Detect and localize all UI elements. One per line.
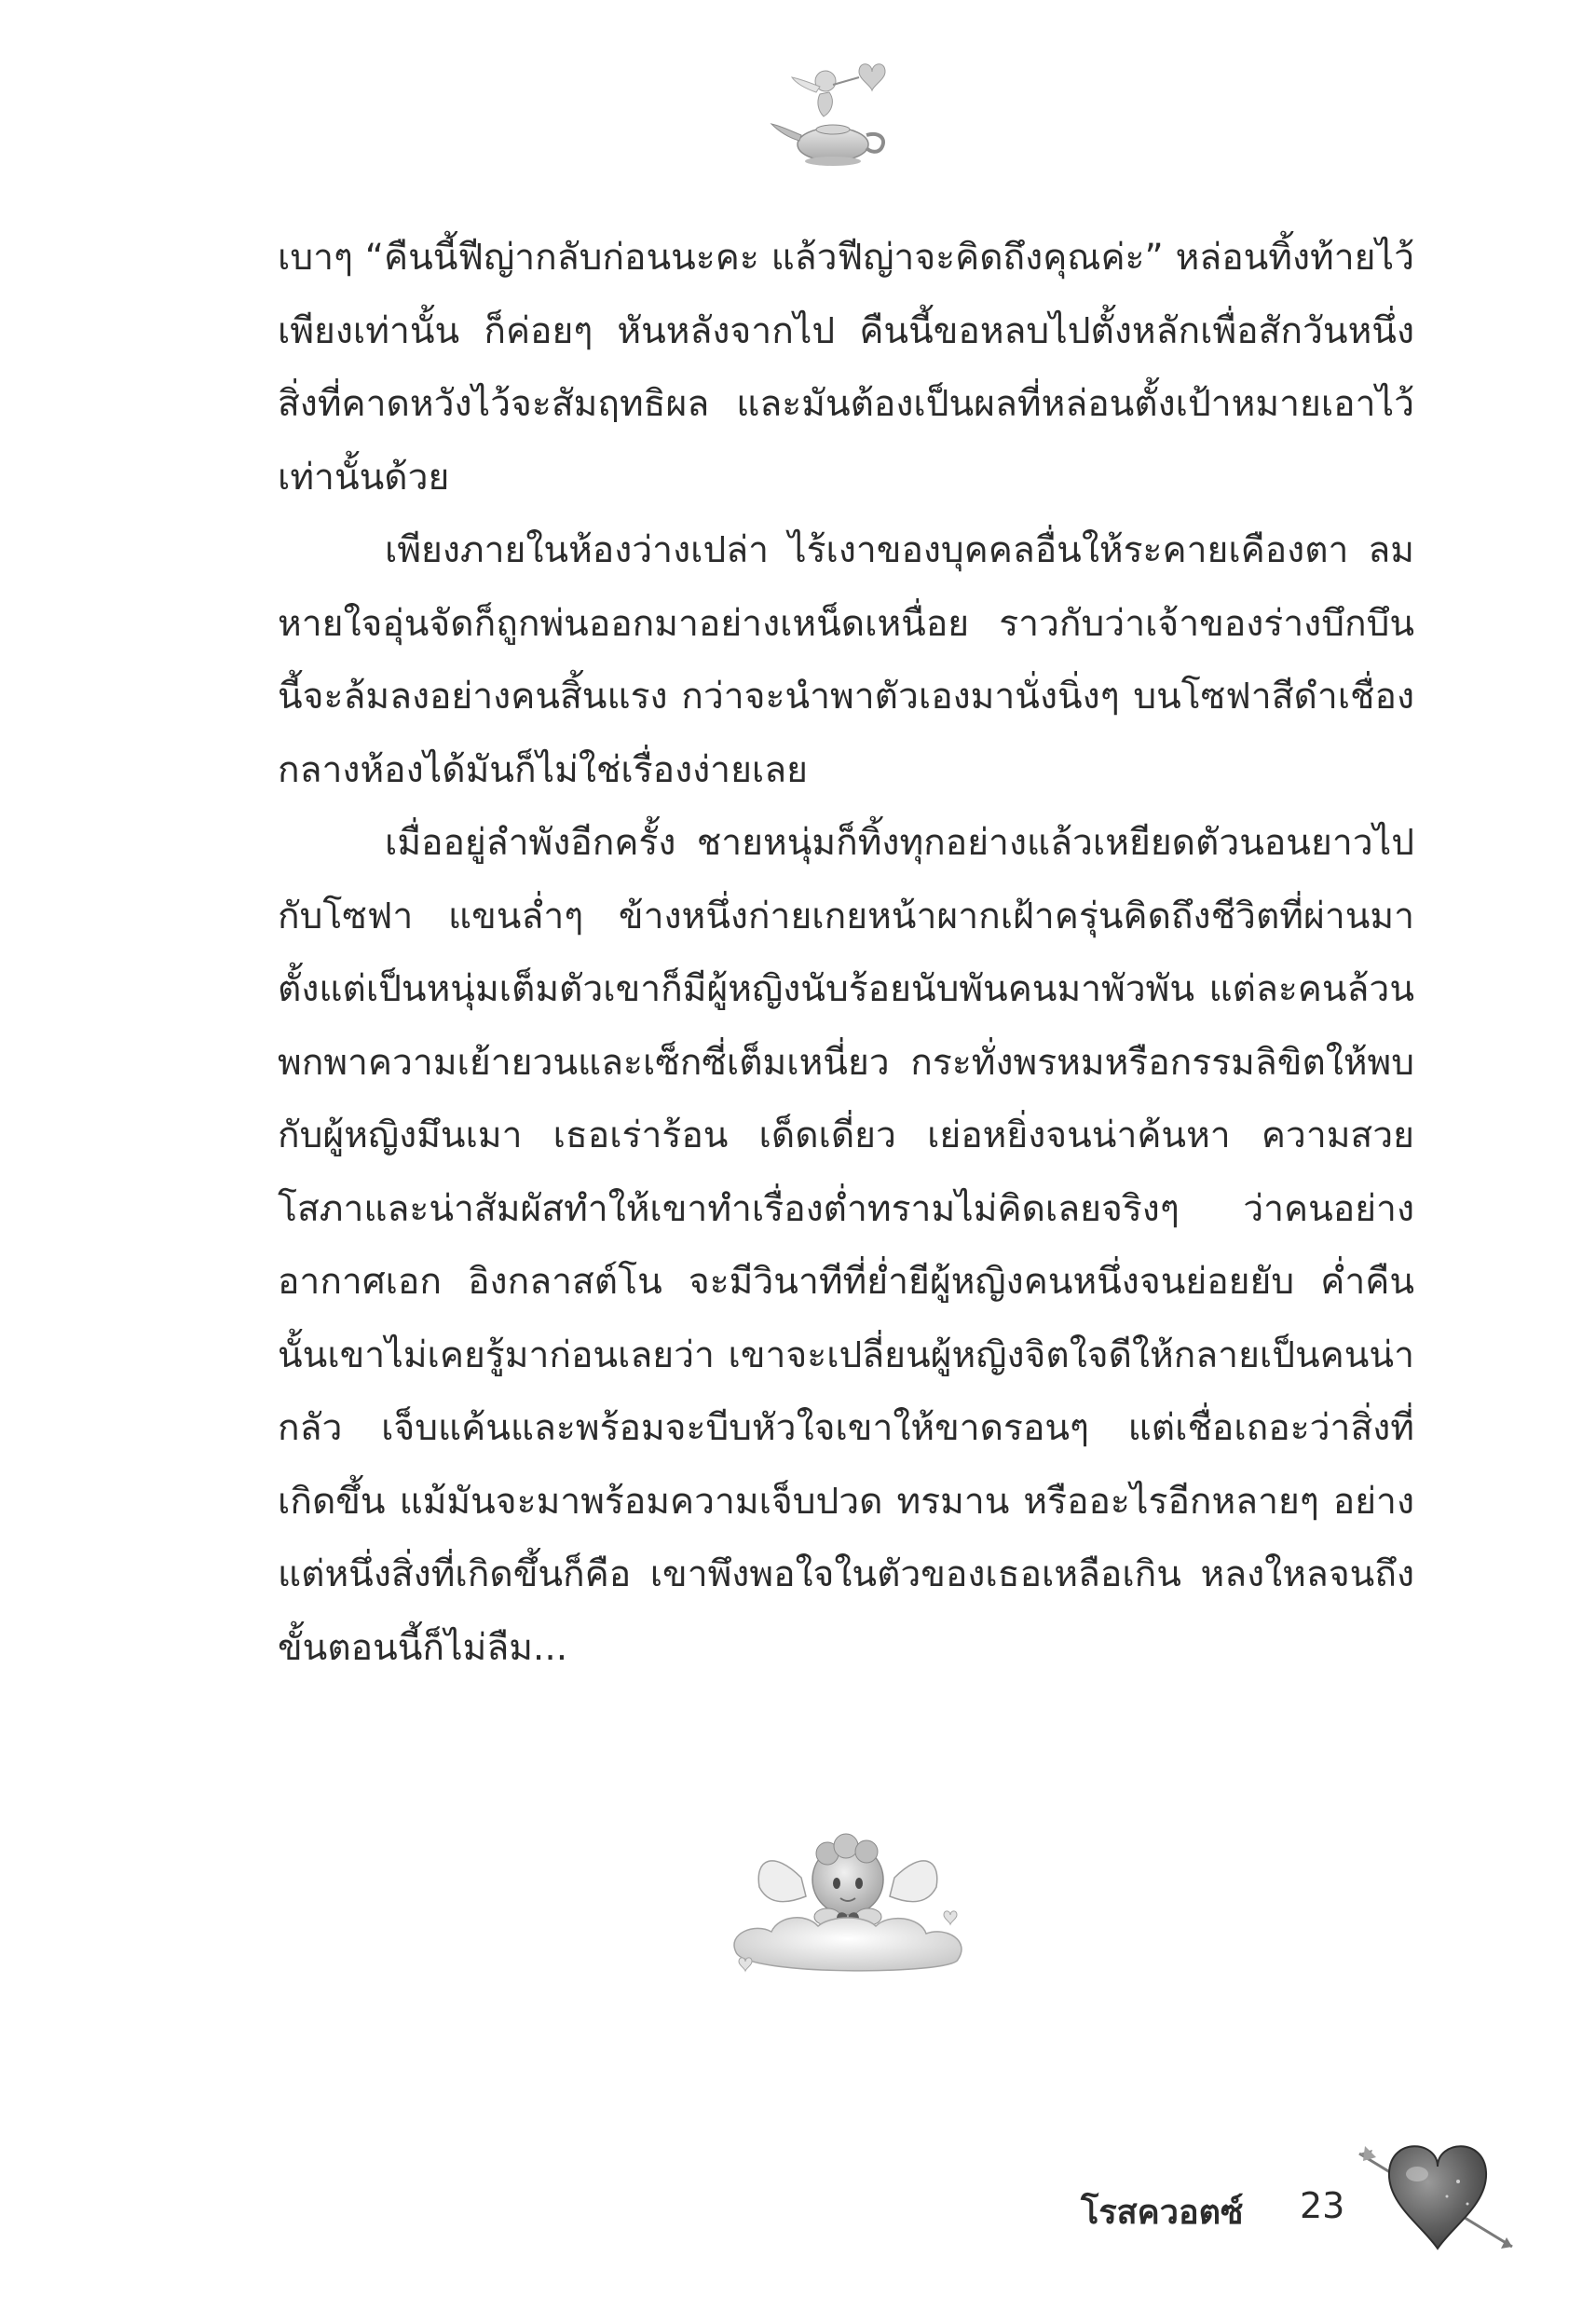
body-text (278, 222, 1414, 1685)
paragraph: เมื่ออยู่ลำพังอีกครั้ง ชายหนุ่มก็ทิ้งทุกอย่างแล้วเหยียดตัวนอนยาวไปกับโซฟา แขนล่ำๆ ข้างหนึ่งก่ายเกยหน้าผากเฝ้าครุ่นคิดถึงชีวิตที่ผ่านมา ตั้งแต่เป็นหนุ่มเต็มตัวเขาก็มีผู้หญิงนับร้อยนับพันคนมาพัวพัน แต่ละคนล้วนพกพาความเย้ายวนและเซ็กซี่เต็มเหนี่ยว กระทั่งพรหมหรือกรรมลิขิตให้พบกับผู้หญิงมึนเมา เธอเร่าร้อน เด็ดเดี่ยว เย่อหยิ่งจนน่าค้นหา ความสวยโสภาและน่าสัมผัสทำให้เขาทำเรื่องต่ำทรามไม่คิดเลยจริงๆ ว่าคนอย่าง อากาศเอก อิงกลาสต์โน จะมีวินาทีที่ย่ำยีผู้หญิงคนหนึ่งจนย่อยยับ ค่ำคืนนั้นเขาไม่เคยรู้มาก่อนเลยว่า เขาจะเปลี่ยนผู้หญิงจิตใจดีให้กลายเป็นคนน่ากลัว เจ็บแค้นและพร้อมจะบีบหัวใจเขาให้ขาดรอนๆ แต่เชื่อเถอะว่าสิ่งที่เกิดขึ้น แม้มันจะมาพร้อมความเจ็บปวด ทรมาน หรืออะไรอีกหลายๆ อย่าง แต่หนึ่งสิ่งที่เกิดขึ้นก็คือ เขาพึงพอใจในตัวของเธอเหลือเกิน หลงใหลจนถึงขั้นตอนนี้ก็ไม่ลืม... (278, 822, 1414, 1669)
heart-arrow-icon (1356, 2129, 1519, 2269)
paragraph: เพียงภายในห้องว่างเปล่า ไร้เงาของบุคคลอื่นให้ระคายเคืองตา ลมหายใจอุ่นจัดก็ถูกพ่นออกมาอย่างเหน็ดเหนื่อย ราวกับว่าเจ้าของร่างบึกบึนนี้จะล้มลงอย่างคนสิ้นแรง กว่าจะนำพาตัวเองมานั่งนิ่งๆ บนโซฟาสีดำเชื่องกลางห้องได้มันก็ไม่ใช่เรื่องง่ายเลย (278, 529, 1414, 791)
running-title: โรสควอตซ์ (1081, 2194, 1244, 2232)
paragraph: เบาๆ “คืนนี้ฟีญ่ากลับก่อนนะคะ แล้วฟีญ่าจะคิดถึงคุณค่ะ” หล่อนทิ้งท้ายไว้เพียงเท่านั้น ก็ค่อยๆ หันหลังจากไป คืนนี้ขอหลบไปตั้งหลักเพื่อสักวันหนึ่งสิ่งที่คาดหวังไว้จะสัมฤทธิผล และมันต้องเป็นผลที่หล่อนตั้งเป้าหมายเอาไว้เท่านั้นด้วย (278, 237, 1414, 499)
page-number: 23 (1300, 2185, 1345, 2226)
cupid-teapot-icon (768, 51, 907, 172)
page-footer (1081, 2129, 1547, 2269)
cupid-cloud-icon (717, 1822, 978, 1985)
